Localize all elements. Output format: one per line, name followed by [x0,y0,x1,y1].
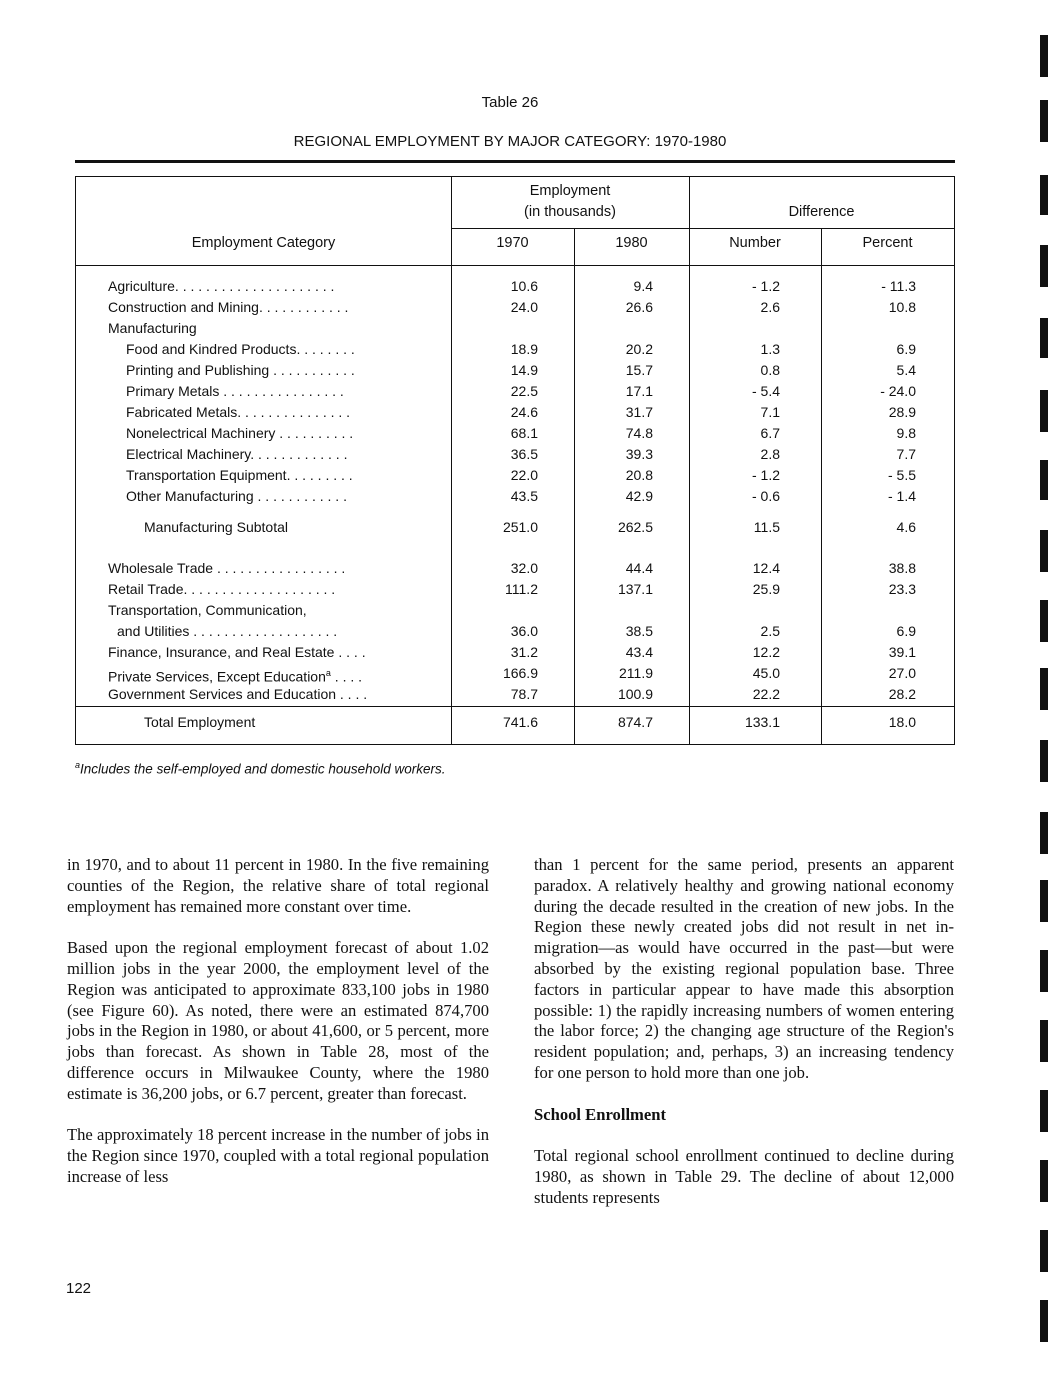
difference-number: 1.3 [760,341,780,357]
row-label: Construction and Mining. . . . . . . . . . . . [108,299,349,315]
table-top-rule [75,160,955,163]
value-1980: 211.9 [619,665,653,681]
value-1970: 24.0 [510,299,538,315]
table-row [76,579,954,600]
value-1970: 36.5 [510,446,538,462]
value-1970: 78.7 [510,686,538,702]
row-label: Other Manufacturing . . . . . . . . . . . . [126,488,347,504]
table-row [76,297,954,318]
table-row [76,684,954,705]
difference-number: 25.9 [752,581,780,597]
registration-mark [1040,880,1048,922]
value-1980: 15.7 [625,362,653,378]
difference-percent: - 24.0 [880,383,916,399]
row-label: Manufacturing Subtotal [144,519,288,535]
row-label: Transportation, Communication, [108,602,307,618]
row-label: Printing and Publishing . . . . . . . . . . . [126,362,355,378]
value-1970: 18.9 [510,341,538,357]
year-1980-header: 1980 [615,235,648,251]
difference-percent: 39.1 [888,644,916,660]
table-row [76,423,954,444]
value-1980: 39.3 [625,446,653,462]
difference-number: 2.6 [760,299,780,315]
table-row [76,381,954,402]
row-label: Manufacturing [108,320,197,336]
footnote-marker: a [325,668,331,678]
total-row [76,712,954,733]
value-1980: 42.9 [625,488,653,504]
table-row [76,402,954,423]
body-column-left [67,855,489,1209]
difference-number: 2.8 [760,446,780,462]
header-bottom-rule [76,265,954,266]
difference-number: 22.2 [752,686,780,702]
table-row [76,558,954,579]
difference-number: - 1.2 [751,278,780,294]
value-1980: 20.8 [625,467,653,483]
table-footnote [75,760,445,777]
employment-table [75,176,955,745]
difference-number: - 1.2 [751,467,780,483]
paragraph: in 1970, and to about 11 percent in 1980. In the five remaining counties of the Region, the relative share of total regional employment has remained more constant over time. [67,855,489,916]
total-percent: 18.0 [888,714,916,730]
difference-number: 12.4 [752,560,780,576]
difference-number: 0.8 [760,362,780,378]
registration-mark [1040,175,1048,215]
difference-percent: - 1.4 [887,488,916,504]
table-row [76,339,954,360]
row-label: Transportation Equipment. . . . . . . . . [126,467,353,483]
registration-mark [1040,100,1048,142]
value-1970: 10.6 [510,278,538,294]
value-1970: 36.0 [510,623,538,639]
difference-number: 6.7 [760,425,780,441]
value-1970: 32.0 [510,560,538,576]
value-1970: 111.2 [505,581,538,597]
registration-mark [1040,1020,1048,1062]
value-1970: 166.9 [502,665,538,681]
difference-percent: 5.4 [896,362,916,378]
registration-mark [1040,812,1048,854]
table-row [76,360,954,381]
total-rule [76,706,954,707]
registration-mark [1040,1300,1048,1342]
row-label: and Utilities . . . . . . . . . . . . . . . . . . . [117,623,338,639]
difference-percent: 6.9 [896,623,916,639]
table-row [76,663,954,684]
row-label: Retail Trade. . . . . . . . . . . . . . . . . . . . [108,581,336,597]
difference-number: - 0.6 [751,488,780,504]
total-label: Total Employment [144,714,256,730]
value-1980: 100.9 [617,686,653,702]
registration-mark [1040,390,1048,432]
year-1970-header: 1970 [496,235,529,251]
difference-percent: 9.8 [896,425,916,441]
difference-percent: 28.2 [888,686,916,702]
difference-percent: 27.0 [888,665,916,681]
row-label: Wholesale Trade . . . . . . . . . . . . . . . . . [108,560,346,576]
value-1980: 74.8 [625,425,653,441]
value-1970: 43.5 [510,488,538,504]
paragraph: Total regional school enrollment continued to decline during 1980, as shown in Table 29. The decline of about 12,000 students represents [534,1146,954,1207]
row-label-text: Private Services, Except Education [108,668,326,685]
difference-group-header: Difference [788,204,855,220]
row-label: Food and Kindred Products. . . . . . . . [126,341,355,357]
value-1980: 137.1 [617,581,653,597]
table-row [76,276,954,297]
value-1980: 38.5 [625,623,653,639]
value-1970: 31.2 [510,644,538,660]
total-1980: 874.7 [617,714,653,730]
value-1970: 22.0 [510,467,538,483]
paragraph: than 1 percent for the same period, presents an apparent paradox. A relatively healthy and growing national economy during the decade resulted in the creation of new jobs. In the Region these newly created jobs did not result in net in-migration—as would have occurred in the past—but were absorbed by the existing regional population base. Three factors in particular appear to have made this absorption possible: 1) the rapidly increasing numbers of women entering the labor force; 2) the changing age structure of the Region's resident population; and, perhaps, 3) an increasing tendency for one person to hold more than one job. [534,855,954,1082]
body-column-right [534,855,954,1229]
registration-mark [1040,668,1048,710]
value-1970: 68.1 [510,425,538,441]
value-1980: 20.2 [625,341,653,357]
value-1980: 17.1 [625,383,653,399]
page-number: 122 [66,1280,92,1297]
difference-percent: 10.8 [888,299,916,315]
registration-mark [1040,950,1048,992]
value-1980: 31.7 [625,404,653,420]
difference-percent: - 11.3 [881,278,916,294]
difference-percent: 7.7 [896,446,916,462]
difference-number: 7.1 [760,404,780,420]
difference-number: 11.5 [753,519,780,535]
paragraph: The approximately 18 percent increase in the number of jobs in the Region since 1970, coupled with a total regional population increase of less [67,1125,489,1186]
table-number: Table 26 [481,94,539,111]
registration-mark [1040,1230,1048,1272]
registration-mark [1040,245,1048,287]
section-heading: School Enrollment [534,1104,666,1124]
table-row [76,444,954,465]
row-label: Finance, Insurance, and Real Estate . . . . [108,644,366,660]
row-label: Government Services and Education . . . . [108,686,368,702]
registration-mark [1040,460,1048,500]
row-label-leader: . . . . [330,668,363,685]
percent-header: Percent [862,235,913,251]
value-1970: 251.0 [502,519,538,535]
table-row [76,642,954,663]
row-label: Primary Metals . . . . . . . . . . . . . . . . [126,383,344,399]
table-title: REGIONAL EMPLOYMENT BY MAJOR CATEGORY: 1970-1980 [293,133,727,150]
value-1980: 9.4 [633,278,653,294]
row-label: Nonelectrical Machinery . . . . . . . . . . [126,425,354,441]
difference-number: 12.2 [752,644,780,660]
value-1980: 43.4 [625,644,653,660]
difference-percent: - 5.5 [887,467,916,483]
category-header: Employment Category [191,235,336,251]
number-header: Number [729,235,781,251]
value-1980: 44.4 [625,560,653,576]
table-row [76,318,954,339]
registration-mark [1040,1090,1048,1132]
employment-group-rule [451,228,689,229]
employment-group-header: Employment (in thousands) [524,183,616,220]
table-row [76,517,954,538]
difference-number: - 5.4 [751,383,780,399]
registration-mark [1040,1160,1048,1202]
table-row [76,621,954,642]
registration-mark [1040,35,1048,77]
difference-percent: 38.8 [888,560,916,576]
table-row [76,465,954,486]
registration-mark [1040,600,1048,642]
difference-number: 45.0 [752,665,780,681]
footnote-text: Includes the self-employed and domestic household workers. [80,761,446,777]
difference-number: 2.5 [760,623,780,639]
value-1980: 262.5 [617,519,653,535]
value-1970: 14.9 [510,362,538,378]
difference-percent: 6.9 [896,341,916,357]
table-row [76,486,954,507]
registration-mark [1040,740,1048,782]
paragraph: Based upon the regional employment forecast of about 1.02 million jobs in the year 2000, the employment level of the Region was anticipated to approximate 833,100 jobs in 1980 (see Figure 60). As noted, there were an estimated 874,700 jobs in the Region in 1980, or about 41,600, or 5 percent, more jobs than forecast. As shown in Table 28, most of the difference occurs in Milwaukee County, where the 1980 estimate is 36,200 jobs, or 6.7 percent, greater than forecast. [67,938,489,1103]
registration-marks [1036,0,1056,1380]
row-label: Fabricated Metals. . . . . . . . . . . . . . . [126,404,351,420]
registration-mark [1040,530,1048,572]
value-1970: 24.6 [510,404,538,420]
value-1980: 26.6 [625,299,653,315]
difference-percent: 28.9 [888,404,916,420]
difference-percent: 4.6 [896,519,916,535]
footnote-marker: a [75,760,81,770]
total-1970: 741.6 [502,714,538,730]
row-label: Agriculture. . . . . . . . . . . . . . . . . . . . . [108,278,335,294]
value-1970: 22.5 [510,383,538,399]
total-number: 133.1 [744,714,780,730]
row-label: Electrical Machinery. . . . . . . . . . . . . [126,446,348,462]
registration-mark [1040,318,1048,358]
difference-percent: 23.3 [888,581,916,597]
table-row [76,600,954,621]
